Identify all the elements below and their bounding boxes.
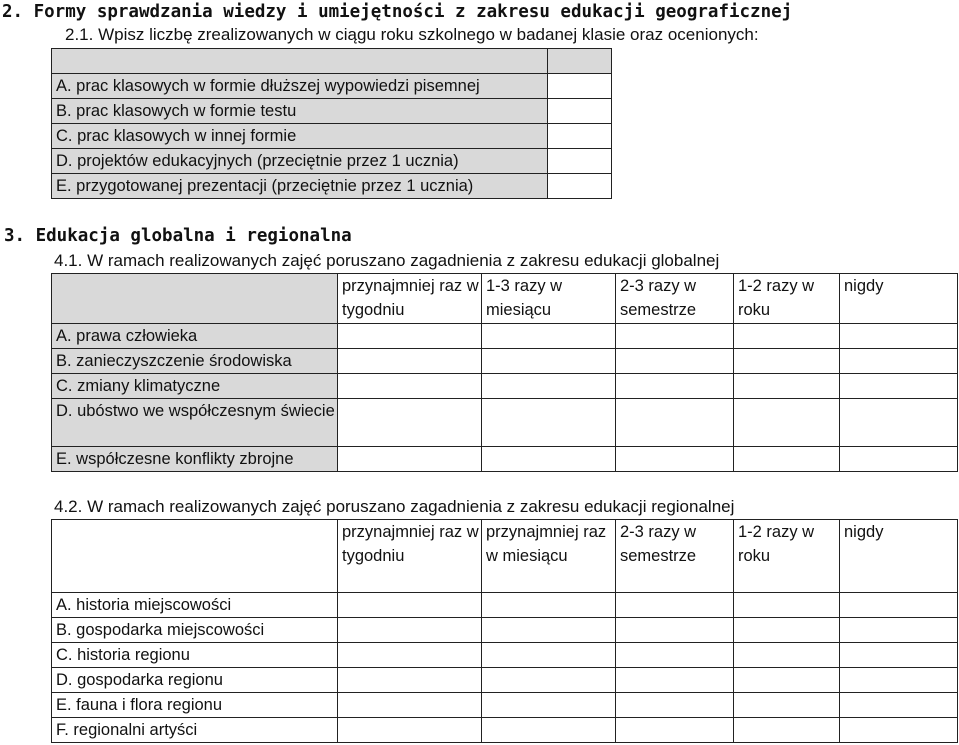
answer-cell[interactable] bbox=[482, 718, 616, 743]
answer-cell[interactable] bbox=[840, 718, 958, 743]
answer-cell[interactable] bbox=[734, 643, 840, 668]
column-header: nigdy bbox=[840, 274, 958, 324]
row-label: C. historia regionu bbox=[52, 643, 338, 668]
table-row bbox=[52, 349, 958, 374]
table-header-row bbox=[52, 49, 612, 74]
answer-cell[interactable] bbox=[734, 374, 840, 399]
answer-cell[interactable] bbox=[616, 693, 734, 718]
row-label: C. prac klasowych w innej formie bbox=[52, 124, 548, 149]
answer-cell[interactable] bbox=[616, 618, 734, 643]
answer-cell[interactable] bbox=[338, 643, 482, 668]
table-row bbox=[52, 374, 958, 399]
answer-cell[interactable] bbox=[338, 349, 482, 374]
answer-cell[interactable] bbox=[548, 149, 612, 174]
table-row bbox=[52, 593, 958, 618]
answer-cell[interactable] bbox=[840, 349, 958, 374]
answer-cell[interactable] bbox=[482, 447, 616, 472]
answer-cell[interactable] bbox=[482, 643, 616, 668]
row-label: A. prac klasowych w formie dłuższej wypowiedzi pisemnej bbox=[52, 74, 548, 99]
answer-cell[interactable] bbox=[616, 668, 734, 693]
answer-cell[interactable] bbox=[338, 618, 482, 643]
answer-cell[interactable] bbox=[616, 324, 734, 349]
question-4-1: 4.1. W ramach realizowanych zajęć poruszano zagadnienia z zakresu edukacji globalnej bbox=[54, 251, 720, 270]
table-row bbox=[52, 124, 612, 149]
answer-cell[interactable] bbox=[840, 668, 958, 693]
row-label: A. historia miejscowości bbox=[52, 593, 338, 618]
answer-cell[interactable] bbox=[734, 447, 840, 472]
row-label: B. gospodarka miejscowości bbox=[52, 618, 338, 643]
column-header: 1-3 razy w miesiącu bbox=[482, 274, 616, 324]
answer-cell[interactable] bbox=[734, 693, 840, 718]
section-2-heading: 2. Formy sprawdzania wiedzy i umiejętności z zakresu edukacji geograficznej bbox=[2, 2, 793, 22]
answer-cell[interactable] bbox=[616, 643, 734, 668]
answer-cell[interactable] bbox=[482, 693, 616, 718]
answer-cell[interactable] bbox=[840, 399, 958, 447]
answer-cell[interactable] bbox=[734, 593, 840, 618]
answer-cell[interactable] bbox=[482, 324, 616, 349]
answer-cell[interactable] bbox=[338, 447, 482, 472]
answer-cell[interactable] bbox=[482, 593, 616, 618]
answer-cell[interactable] bbox=[482, 668, 616, 693]
row-label: C. zmiany klimatyczne bbox=[52, 374, 338, 399]
answer-cell[interactable] bbox=[482, 374, 616, 399]
table-row bbox=[52, 149, 612, 174]
answer-cell[interactable] bbox=[338, 399, 482, 447]
answer-cell[interactable] bbox=[548, 174, 612, 199]
answer-cell[interactable] bbox=[616, 447, 734, 472]
answer-cell[interactable] bbox=[482, 399, 616, 447]
header-cell-empty bbox=[52, 274, 338, 324]
answer-cell[interactable] bbox=[338, 324, 482, 349]
answer-cell[interactable] bbox=[734, 718, 840, 743]
answer-cell[interactable] bbox=[338, 374, 482, 399]
answer-cell[interactable] bbox=[840, 618, 958, 643]
answer-cell[interactable] bbox=[840, 324, 958, 349]
answer-cell[interactable] bbox=[338, 693, 482, 718]
table-2-1 bbox=[51, 48, 612, 199]
answer-cell[interactable] bbox=[616, 349, 734, 374]
table-row bbox=[52, 174, 612, 199]
column-header: 1-2 razy w roku bbox=[734, 520, 840, 593]
table-row bbox=[52, 399, 958, 447]
answer-cell[interactable] bbox=[338, 668, 482, 693]
answer-cell[interactable] bbox=[734, 399, 840, 447]
column-header: przynajmniej raz w miesiącu bbox=[482, 520, 616, 593]
answer-cell[interactable] bbox=[840, 374, 958, 399]
answer-cell[interactable] bbox=[338, 593, 482, 618]
answer-cell[interactable] bbox=[616, 718, 734, 743]
header-cell-label bbox=[52, 49, 548, 74]
question-4-2: 4.2. W ramach realizowanych zajęć poruszano zagadnienia z zakresu edukacji regionalnej bbox=[54, 497, 735, 516]
row-label: D. projektów edukacyjnych (przeciętnie przez 1 ucznia) bbox=[52, 149, 548, 174]
answer-cell[interactable] bbox=[616, 374, 734, 399]
answer-cell[interactable] bbox=[482, 349, 616, 374]
table-row bbox=[52, 74, 612, 99]
column-header: 2-3 razy w semestrze bbox=[616, 274, 734, 324]
answer-cell[interactable] bbox=[548, 74, 612, 99]
answer-cell[interactable] bbox=[338, 718, 482, 743]
answer-cell[interactable] bbox=[840, 447, 958, 472]
answer-cell[interactable] bbox=[734, 618, 840, 643]
row-label: B. prac klasowych w formie testu bbox=[52, 99, 548, 124]
answer-cell[interactable] bbox=[734, 324, 840, 349]
header-cell-value bbox=[548, 49, 612, 74]
row-label: D. ubóstwo we współczesnym świecie bbox=[52, 399, 338, 447]
answer-cell[interactable] bbox=[840, 643, 958, 668]
table-row bbox=[52, 618, 958, 643]
row-label: E. fauna i flora regionu bbox=[52, 693, 338, 718]
answer-cell[interactable] bbox=[734, 349, 840, 374]
answer-cell[interactable] bbox=[616, 399, 734, 447]
table-row bbox=[52, 643, 958, 668]
column-header: 1-2 razy w roku bbox=[734, 274, 840, 324]
table-row bbox=[52, 99, 612, 124]
table-row bbox=[52, 324, 958, 349]
answer-cell[interactable] bbox=[734, 668, 840, 693]
column-header: przynajmniej raz w tygodniu bbox=[338, 274, 482, 324]
answer-cell[interactable] bbox=[548, 99, 612, 124]
table-row bbox=[52, 693, 958, 718]
table-row bbox=[52, 718, 958, 743]
row-label: A. prawa człowieka bbox=[52, 324, 338, 349]
row-label: B. zanieczyszczenie środowiska bbox=[52, 349, 338, 374]
table-row bbox=[52, 668, 958, 693]
answer-cell[interactable] bbox=[840, 593, 958, 618]
row-label: D. gospodarka regionu bbox=[52, 668, 338, 693]
answer-cell[interactable] bbox=[616, 593, 734, 618]
row-label: F. regionalni artyści bbox=[52, 718, 338, 743]
answer-cell[interactable] bbox=[548, 124, 612, 149]
column-header: przynajmniej raz w tygodniu bbox=[338, 520, 482, 593]
table-header-row bbox=[52, 520, 958, 593]
table-header-row bbox=[52, 274, 958, 324]
answer-cell[interactable] bbox=[840, 693, 958, 718]
table-4-2 bbox=[51, 519, 958, 743]
table-row bbox=[52, 447, 958, 472]
answer-cell[interactable] bbox=[482, 618, 616, 643]
row-label: E. współczesne konflikty zbrojne bbox=[52, 447, 338, 472]
row-label: E. przygotowanej prezentacji (przeciętnie przez 1 ucznia) bbox=[52, 174, 548, 199]
section-3-heading: 3. Edukacja globalna i regionalna bbox=[4, 226, 352, 246]
question-2-1: 2.1. Wpisz liczbę zrealizowanych w ciągu roku szkolnego w badanej klasie oraz ocenionych: bbox=[65, 25, 759, 44]
header-cell-empty bbox=[52, 520, 338, 593]
column-header: nigdy bbox=[840, 520, 958, 593]
column-header: 2-3 razy w semestrze bbox=[616, 520, 734, 593]
table-4-1 bbox=[51, 273, 958, 472]
